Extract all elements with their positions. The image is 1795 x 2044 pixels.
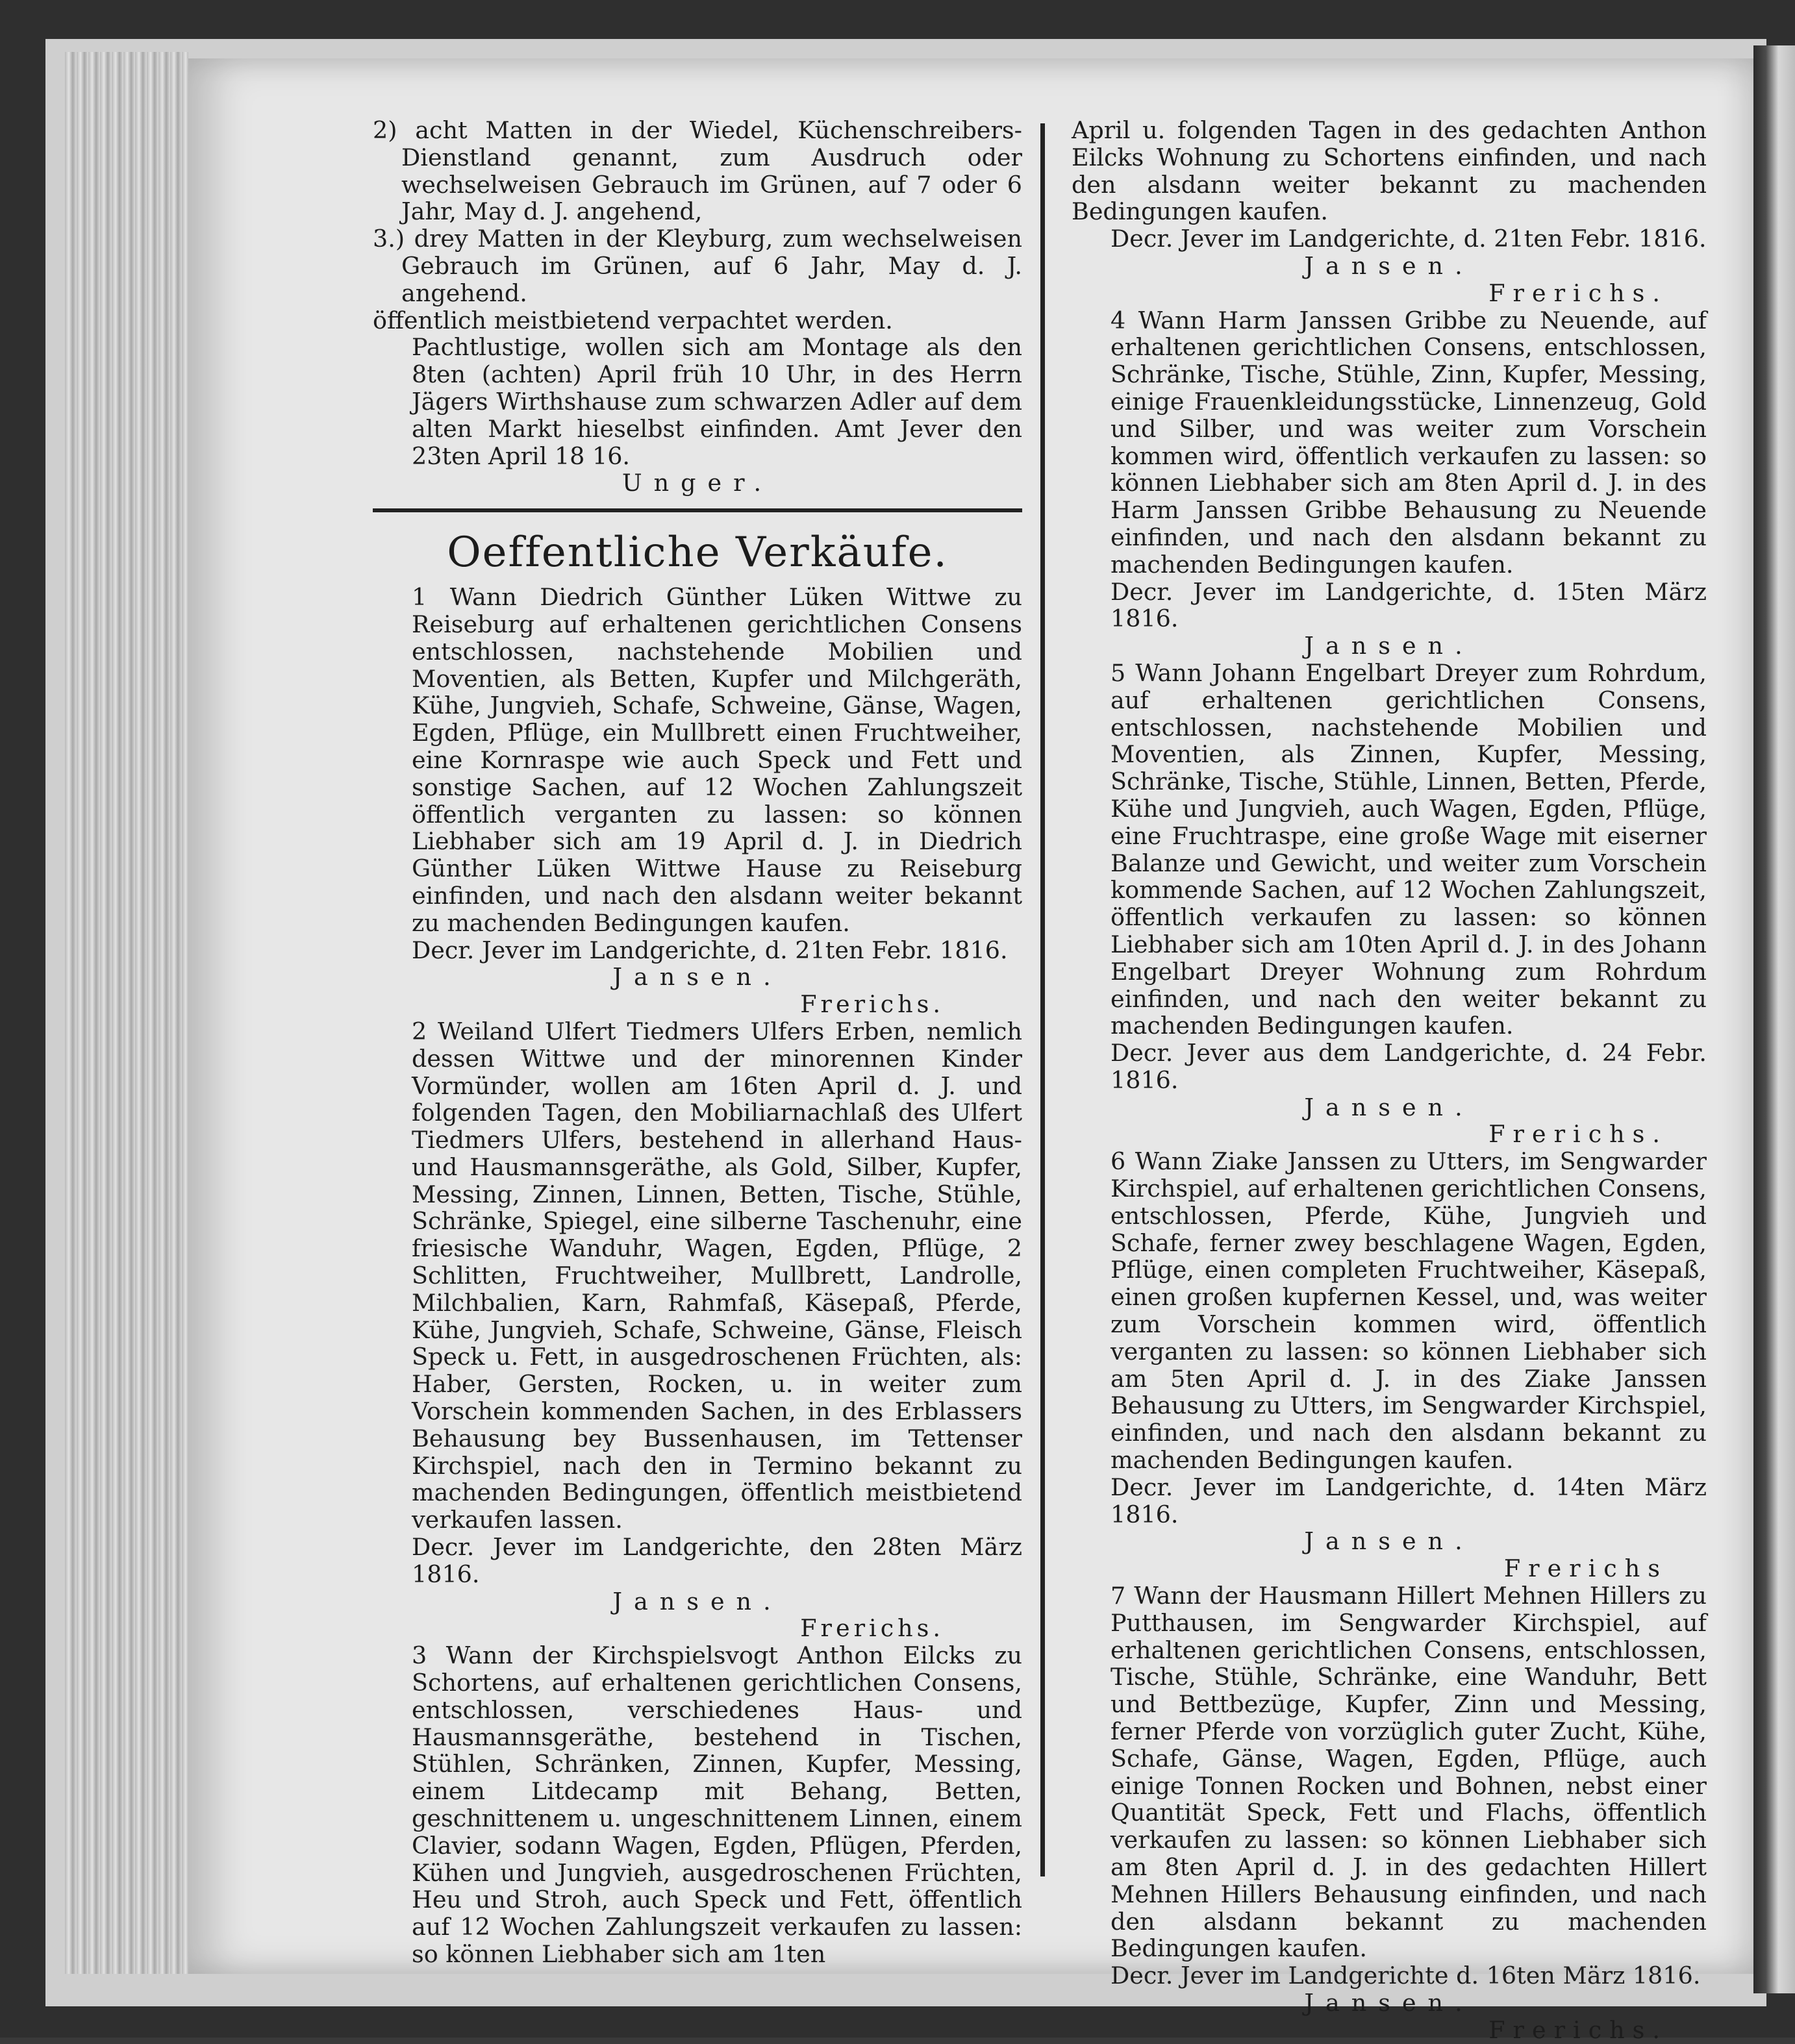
sale-7-decree: Decr. Jever im Landgerichte d. 16ten März 1816. — [1111, 1962, 1701, 1990]
sale-4-signature: Jansen. — [1304, 632, 1474, 660]
sale-2-countersignature: Frerichs. — [800, 1614, 944, 1643]
sale-1-countersignature: Frerichs. — [800, 990, 944, 1019]
lease-closing: öffentlich meistbietend verpachtet werden. — [373, 306, 893, 334]
sale-3-decree: Decr. Jever im Landgerichte, d. 21ten Febr. 1816. — [1111, 225, 1707, 253]
section-heading: Oeffentliche Verkäufe. — [447, 529, 948, 577]
lease-signature: Unger. — [621, 469, 773, 497]
sale-6-countersignature: Frerichs — [1503, 1554, 1668, 1583]
column-divider — [1040, 123, 1045, 1876]
sale-2-signature: Jansen. — [612, 1587, 783, 1615]
sale-1-decree: Decr. Jever im Landgerichte, d. 21ten Febr. 1816. — [412, 936, 1008, 964]
sale-6-signature: Jansen. — [1304, 1527, 1474, 1556]
sale-4-text: 4 Wann Harm Janssen Gribbe zu Neuende, auf erhaltenen gerichtlichen Consens, entschlossen, Schränke, Tische, Stühle, Zinn, Kupfer, Messing, einige Frauenkleidungsstücke, Linnenzeug, Gold und Silber, und was weiter zum Vorschein kommen wird, öffentlich verkaufen zu lassen: so können Liebhaber sich am 8ten April d. J. in des Harm Janssen Gribbe Behausung zu Neuende einfinden, und nach den alsdann bekannt zu machenden Bedingungen kaufen. — [1111, 306, 1707, 579]
sale-5-signature: Jansen. — [1304, 1093, 1474, 1121]
sale-5-text: 5 Wann Johann Engelbart Dreyer zum Rohrdum, auf erhaltenen gerichtlichen Consens, entschlossen, nachstehende Mobilien und Moventien, als Zinnen, Kupfer, Messing, Schränke, Tische, Stühle, Linnen, Betten, Pferde, Kühe und Jungvieh, auch Wagen, Egden, Pflüge, eine Fruchtraspe, eine große Wage mit eiserner Balanze und Gewicht, und weiter zum Vorschein kommende Sachen, auf 12 Wochen Zahlungszeit, öffentlich verkaufen zu lassen: so können Liebhaber sich am 10ten April d. J. in des Johann Engelbart Dreyer Wohnung zum Rohrdum einfinden, und nach den weiter bekannt zu machenden Bedingungen kaufen. — [1111, 658, 1707, 1040]
sale-6-decree: Decr. Jever im Landgerichte, d. 14ten März 1816. — [1111, 1473, 1707, 1528]
sale-3-continuation: April u. folgenden Tagen in des gedachten Anthon Eilcks Wohnung zu Schortens einfinden, und nach den alsdann weiter bekannt zu machenden Bedingungen kaufen. — [1072, 116, 1707, 226]
page-stack-edges — [65, 52, 188, 1974]
sale-3-countersignature: Frerichs. — [1488, 279, 1668, 307]
sale-7-signature: Jansen. — [1304, 1988, 1474, 2017]
sale-4-decree: Decr. Jever im Landgerichte, d. 15ten März 1816. — [1111, 577, 1707, 633]
right-column — [1072, 117, 1707, 2044]
facing-page-edge — [1753, 45, 1795, 1993]
sale-1-text: 1 Wann Diedrich Günther Lüken Wittwe zu Reiseburg auf erhaltenen gerichtlichen Consens entschlossen, nachstehende Mobilien und Moventien, als Betten, Kupfer und Milchgeräth, Kühe, Jungvieh, Schafe, Schweine, Gänse, Wagen, Egden, Pflüge, ein Mullbrett einen Fruchtweiher, eine Kornraspe wie auch Speck und Fett und sonstige Sachen, auf 12 Wochen Zahlungszeit öffentlich verganten zu lassen: so können Liebhaber sich am 19 April d. J. in Diedrich Günther Lüken Wittwe Hause zu Reiseburg einfinden, und nach den alsdann weiter bekannt zu machenden Bedingungen kaufen. — [412, 583, 1022, 937]
lease-item-2: 2) acht Matten in der Wiedel, Küchenschreibers-Dienstland genannt, zum Ausdruch oder wechselweisen Gebrauch im Grünen, auf 7 oder 6 Jahr, May d. J. angehend, — [373, 116, 1022, 226]
sale-2-text: 2 Weiland Ulfert Tiedmers Ulfers Erben, nemlich dessen Wittwe und der minorennen Kinder Vormünder, wollen am 16ten April d. J. und folgenden Tagen, den Mobiliarnachlaß des Ulfert Tiedmers Ulfers, bestehend in allerhand Haus- und Hausmannsgeräthe, als Gold, Silber, Kupfer, Messing, Zinnen, Linnen, Betten, Tische, Stühle, Schränke, Spiegel, eine silberne Taschenuhr, eine friesische Wanduhr, Wagen, Egden, Pflüge, 2 Schlitten, Fruchtweiher, Mullbrett, Landrolle, Milchbalien, Karn, Rahmfaß, Käsepaß, Pferde, Kühe, Jungvieh, Schafe, Schweine, Gänse, Fleisch Speck u. Fett, in ausgedroschenen Früchten, als: Haber, Gersten, Rocken, u. in weiter zum Vorschein kommenden Sachen, in des Erblassers Behausung bey Bussenhausen, im Tettenser Kirchspiel, nach den in Termino bekannt zu machenden Bedingungen, öffentlich meistbietend verkaufen lassen. — [412, 1017, 1022, 1534]
lease-item-3: 3.) drey Matten in der Kleyburg, zum wechselweisen Gebrauch im Grünen, auf 6 Jahr, May d. J. angehend. — [373, 225, 1022, 307]
sale-6-text: 6 Wann Ziake Janssen zu Utters, im Sengwarder Kirchspiel, auf erhaltenen gerichtlichen Consens, entschlossen, Pferde, Kühe, Jungvieh und Schafe, ferner zwey beschlagene Wagen, Egden, Pflüge, einen completen Fruchtweiher, Käsepaß, einen großen kupfernen Kessel, und, was weiter zum Vorschein kommen wird, öffentlich verganten zu lassen: so können Liebhaber sich am 5ten April d. J. in des Ziake Janssen Behausung zu Utters, im Sengwarder Kirchspiel, einfinden, und nach den alsdann bekannt zu machenden Bedingungen kaufen. — [1111, 1147, 1707, 1475]
left-column — [373, 117, 1022, 1968]
sale-2-decree: Decr. Jever im Landgerichte, den 28ten März 1816. — [412, 1533, 1022, 1588]
sale-5-countersignature: Frerichs. — [1488, 1120, 1668, 1149]
sale-3-signature: Jansen. — [1304, 251, 1474, 280]
sale-7-text: 7 Wann der Hausmann Hillert Mehnen Hillers zu Putthausen, im Sengwarder Kirchspiel, auf erhaltenen gerichtlichen Consens, entschlossen, Tische, Stühle, Schränke, eine Wanduhr, Bett und Bettbezüge, Kupfer, Zinn und Messing, ferner Pferde von vorzüglich guter Zucht, Kühe, Schafe, Gänse, Wagen, Egden, Pflüge, auch einige Tonnen Rocken und Bohnen, nebst einer Quantität Speck, Fett und Flachs, öffentlich verkaufen zu lassen: so können Liebhaber sich am 8ten April d. J. in des gedachten Hillert Mehnen Hillers Behausung einfinden, und nach den alsdann bekannt zu machenden Bedingungen kaufen. — [1111, 1582, 1707, 1963]
sale-3-text: 3 Wann der Kirchspielsvogt Anthon Eilcks zu Schortens, auf erhaltenen gerichtlichen Consens, entschlossen, verschiedenes Haus- und Hausmannsgeräthe, bestehend in Tischen, Stühlen, Schränken, Zinnen, Kupfer, Messing, einem Litdecamp mit Behang, Betten, geschnittenem u. ungeschnittenem Linnen, einem Clavier, sodann Wagen, Egden, Pflügen, Pferden, Kühen und Jungvieh, ausgedroschenen Früchten, Heu und Stroh, auch Speck und Fett, öffentlich auf 12 Wochen Zahlungszeit verkaufen zu lassen: so können Liebhaber sich am 1ten — [412, 1641, 1022, 1968]
sale-7-countersignature: Frerichs. — [1488, 2015, 1668, 2044]
sale-5-decree: Decr. Jever aus dem Landgerichte, d. 24 Febr. 1816. — [1111, 1039, 1707, 1094]
sale-1-signature: Jansen. — [612, 963, 783, 991]
lease-notice: Pachtlustige, wollen sich am Montage als den 8ten (achten) April früh 10 Uhr, in des Herrn Jägers Wirthshause zum schwarzen Adler auf dem alten Markt hieselbst einfinden. Amt Jever den 23ten April 18 16. — [412, 333, 1022, 470]
section-separator — [373, 508, 1022, 512]
